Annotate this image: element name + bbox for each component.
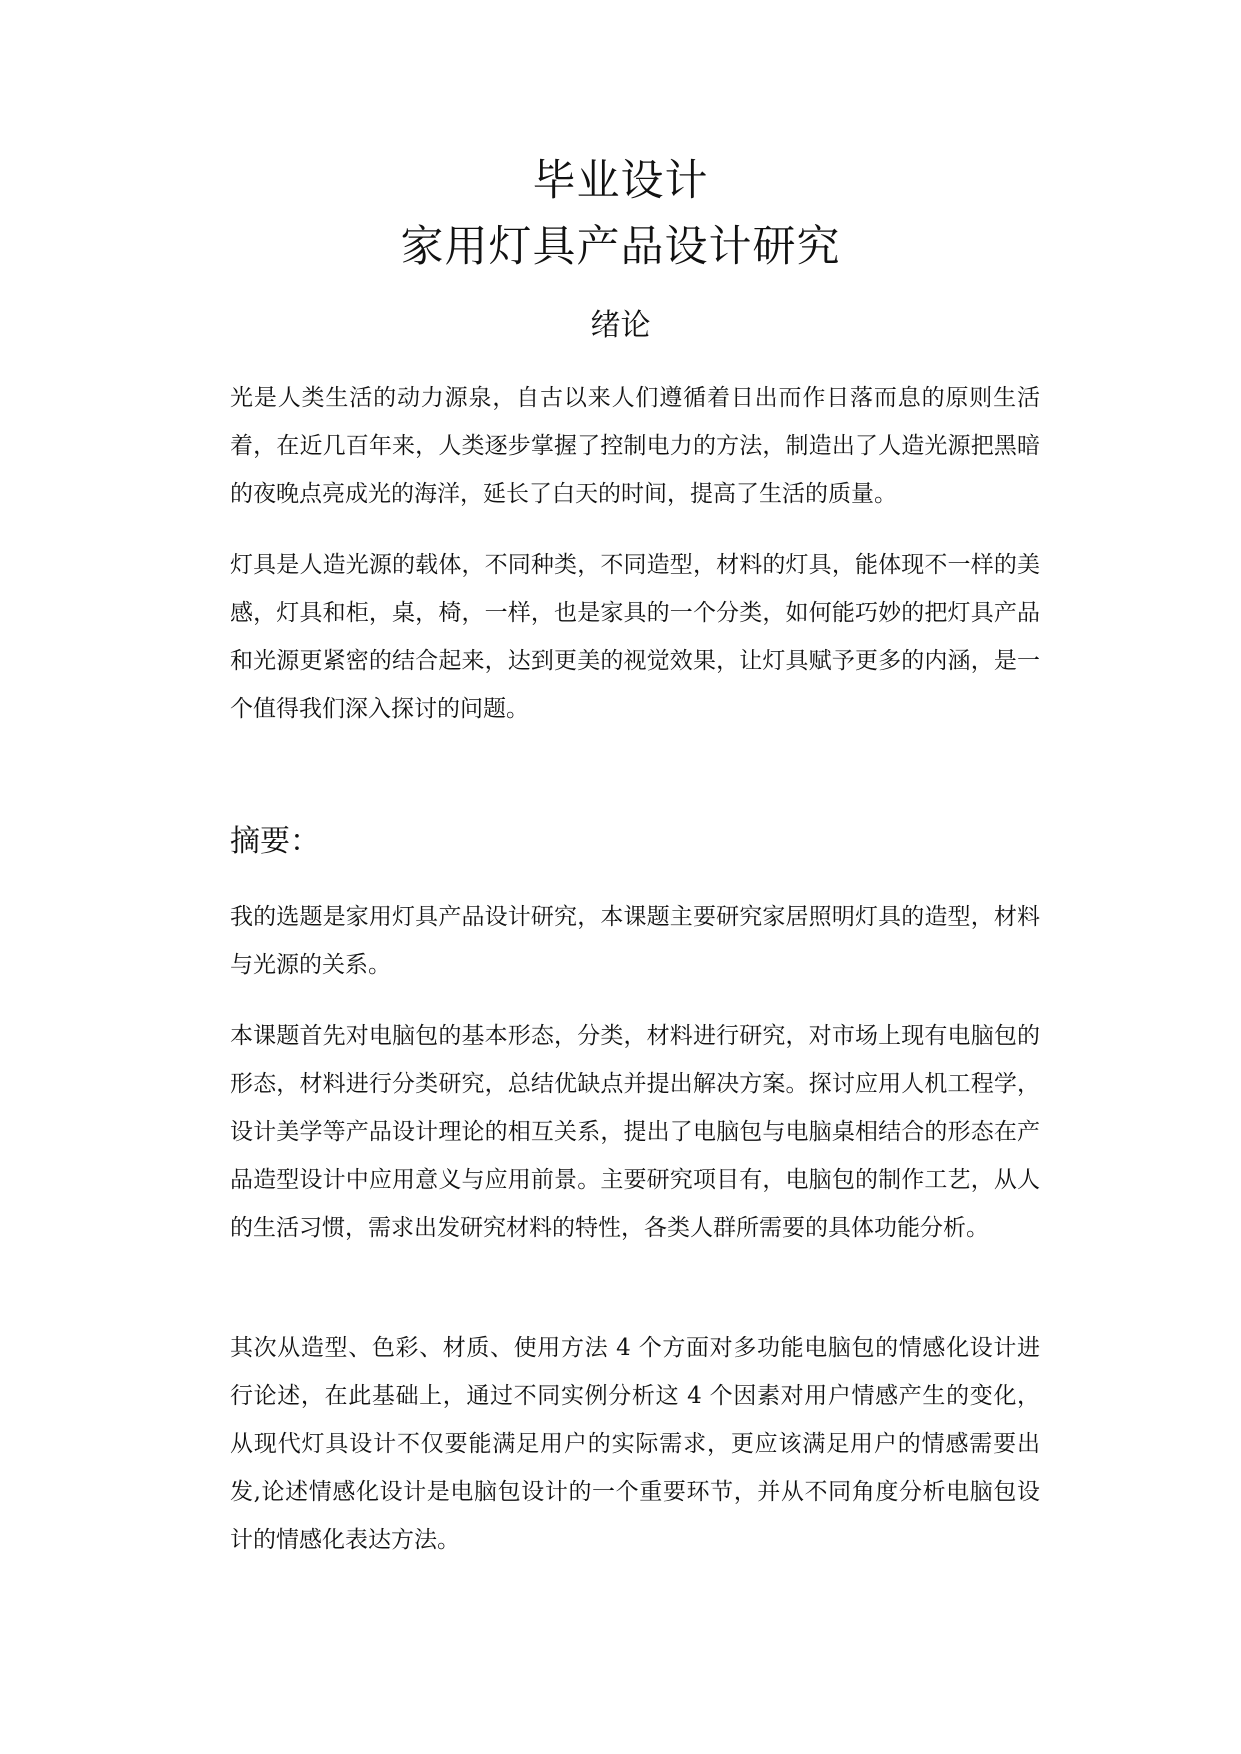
abstract-paragraph-3: 其次从造型、色彩、材质、使用方法 4 个方面对多功能电脑包的情感化设计进行论述，在此基础上，通过不同实例分析这 4 个因素对用户情感产生的变化，从现代灯具设计不仅要能满足用户的实际需求，更应该满足用户的情感需要出发,论述情感化设计是电脑包设计的一个重要环节，并从不同角度分析电脑包设计的情感化表达方法。 — [230, 1335, 1040, 1553]
abstract-paragraph-2: 本课题首先对电脑包的基本形态，分类，材料进行研究，对市场上现有电脑包的形态，材料进行分类研究，总结优缺点并提出解决方案。探讨应用人机工程学，设计美学等产品设计理论的相互关系，提出了电脑包与电脑桌相结合的形态在产品造型设计中应用意义与应用前景。主要研究项目有，电脑包的制作工艺，从人的生活习惯，需求出发研究材料的特性，各类人群所需要的具体功能分析。 — [230, 1023, 1040, 1241]
abstract-paragraph-1: 我的选题是家用灯具产品设计研究，本课题主要研究家居照明灯具的造型，材料与光源的关系。 — [230, 904, 1040, 978]
introduction-paragraph-1: 光是人类生活的动力源泉，自古以来人们遵循着日出而作日落而息的原则生活着，在近几百年来，人类逐步掌握了控制电力的方法，制造出了人造光源把黑暗的夜晚点亮成光的海洋，延长了白天的时间，提高了生活的质量。 — [230, 385, 1040, 507]
document-title — [0, 148, 1241, 280]
title-line-1: 毕业设计 — [532, 156, 709, 206]
introduction-heading: 绪论 — [590, 308, 651, 343]
title-line-2: 家用灯具产品设计研究 — [400, 222, 841, 272]
introduction-paragraph-2: 灯具是人造光源的载体，不同种类，不同造型，材料的灯具，能体现不一样的美感，灯具和柜，桌，椅，一样，也是家具的一个分类，如何能巧妙的把灯具产品和光源更紧密的结合起来，达到更美的视觉效果，让灯具赋予更多的内涵，是一个值得我们深入探讨的问题。 — [230, 552, 1040, 722]
abstract-heading: 摘要： — [230, 824, 320, 859]
